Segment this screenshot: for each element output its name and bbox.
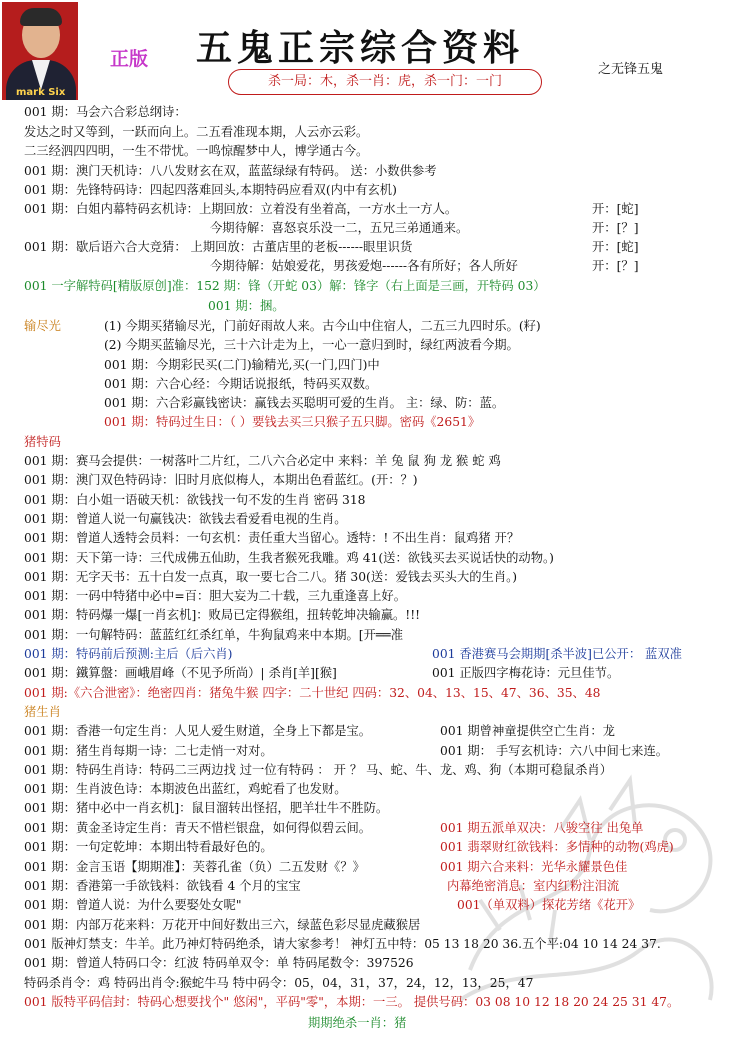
text-line: 001 一字解特码[精版原创]准：152 期：锋（开蛇 03）解：锋字（右上面是三画，开特码 03）	[24, 279, 546, 293]
text-line: 001 期：一码中特猪中必中=百：胆大妄为二十载，三九重逢喜上好。	[24, 589, 406, 603]
text-line: (2) 今期买蓝输尽光，三十六计走为上，一心一意归到时，绿红两波看今期。	[104, 338, 519, 352]
text-line: 001 期五派单双决：八骏空往 出兔单	[440, 821, 644, 835]
text-line: 001 期：今期彩民买(二门)输精光,买(一门,四门)中	[104, 358, 380, 372]
text-line: 001 期：六合彩赢钱密诀：赢钱去买聪明可爱的生肖。 主：绿、防：蓝。	[104, 396, 505, 410]
text-line: 001 期：生肖波色诗：本期波色出蓝红，鸡蛇看了也发财。	[24, 782, 347, 796]
text-line: 今期待解：姑娘爱花，男孩爱炮------各有所好；各人所好	[210, 259, 518, 273]
text-line: 001 期：猪中必中一肖玄机]：鼠目溜转出怪招，肥羊壮牛不胜防。	[24, 801, 389, 815]
text-line: 001 期：猪生肖每期一诗：二七走悄一对对。	[24, 744, 273, 758]
text-line: 今期待解：喜怒哀乐没一二，五兄三弟通通来。	[210, 221, 469, 235]
text-line: 001 期：一句定乾坤：本期出特看最好色的。	[24, 840, 273, 854]
text-line: 001 期：金言玉语【期期准】：芙蓉孔雀（负）二五发财《？》	[24, 860, 365, 874]
text-line: 001 期：六合心经：今期话说报纸，特码买双数。	[104, 377, 378, 391]
text-line: 001 版神灯禁支：牛羊。此乃神灯特码绝杀，请大家参考！ 神灯五中特：05 13 18 20 36.五个平:04 10 14 24 37.	[24, 937, 661, 951]
text-line: 001 期：曾道人说：为什么要娶处女呢"	[24, 898, 242, 912]
text-line: 001 期：马会六合彩总纲诗：	[24, 105, 187, 119]
text-line: 特码杀肖令：鸡 特码出肖令:猴蛇牛马 特中码令：05，04，31，37，24，12，13，25，47	[24, 976, 534, 990]
text-line: 001 期：香港第一手欲钱料：欲钱看 4 个月的宝宝	[24, 879, 301, 893]
text-line: 001 期：捆。	[208, 299, 285, 313]
text-line: 001 期：黄金圣诗定生肖：青天不惜栏银盘，如何得似碧云间。	[24, 821, 372, 835]
text-line: 猪生肖	[24, 705, 61, 719]
page-title: 五鬼正宗综合资料	[196, 27, 525, 69]
text-line: 001（单双料）探花芳绪《花开》	[457, 898, 641, 912]
text-line: 内幕绝密消息：室内红粉注泪流	[447, 879, 620, 893]
photo-caption: mark Six	[16, 87, 66, 98]
text-line: 开：[？]	[592, 221, 639, 235]
text-line: 输尽光	[24, 319, 61, 333]
text-line: 001 期：香港一句定生肖：人见人爱生财道，全身上下都是宝。	[24, 724, 372, 738]
text-line: 001 正版四字梅花诗：元旦佳节。	[432, 666, 620, 680]
text-line: 001 期：曾道人特码口令：红波 特码单双令：单 特码尾数令：397526	[24, 956, 414, 970]
text-line: 001 期：澳门天机诗：八八发财玄在双，蓝蓝绿绿有特码。 送：小数供参考	[24, 164, 437, 178]
text-line: 001 期：白小姐一语破天机：欲钱找一句不发的生肖 密码 318	[24, 493, 366, 507]
text-line: 开：[？]	[592, 259, 639, 273]
text-line: 001 期：无字天书：五十白发一点真，取一要七合二八。猪 30(送：爱钱去买头大的生肖。)	[24, 570, 518, 584]
text-line: 001 期：先锋特码诗：四起四落难回头,本期特码应看双(内中有玄机)	[24, 183, 397, 197]
text-line: 001 期曾神童提供空亡生肖：龙	[440, 724, 615, 738]
text-line: 001 期：澳门双色特码诗：旧时月底似梅人，本期出色看蓝红。(开：？)	[24, 473, 418, 487]
text-line: 001 期：鐵算盤：画峨眉峰（不见予所尚）| 杀肖[羊][猴]	[24, 666, 337, 680]
kill-banner: 杀一局：木，杀一肖：虎，杀一门：一门	[228, 69, 542, 95]
text-line: 001 期：特码过生日：（ ）要钱去买三只猴子五只脚。密码《2651》	[104, 415, 481, 429]
text-line: 001 期：特码生肖诗：特码二三两边找 过一位有特码 ： 开 ？ 马、蛇、牛、龙、鸡、狗（本期可稳鼠杀肖）	[24, 763, 612, 777]
text-line: 001 期六合来料：光华永耀景色佳	[440, 860, 628, 874]
text-line: 001 期：白姐内幕特码玄机诗：上期回放：立着没有坐着高，一方水土一方人。	[24, 202, 458, 216]
text-line: 001 翡翠财红欲钱料：多情种的动物(鸡虎)	[440, 840, 674, 854]
text-line: 发达之时又等到，一跃而向上。二五看准现本期，人云亦云彩。	[24, 125, 369, 139]
text-line: 001 期：特码爆一爆[一肖玄机]：败局已定得猴组，扭转乾坤决输赢。!!!	[24, 608, 421, 622]
text-line: 001 香港赛马会期期[杀半波]已公开： 蓝双准	[432, 647, 682, 661]
text-line: 001 期：曾道人说一句赢钱决：欲钱去看爱看电视的生肖。	[24, 512, 347, 526]
text-line: 001 期：内部万花来料：万花开中间好数出三六，绿蓝色彩尽显虎藏猴居	[24, 918, 421, 932]
text-line: 001 期:《六合泄密》：绝密四肖：猪兔牛猴 四字：二十世纪 四码：32、04、13、15、47、36、35、48	[24, 686, 601, 700]
text-line: 二三经泗四四明，一生不带忧。一鸣惊醒梦中人，博学通古今。	[24, 144, 369, 158]
text-line: 001 期：天下第一诗：三代成佛五仙助，生我者猴死我雕。鸡 41(送：欲钱买去买说话快的动物。)	[24, 551, 554, 565]
author-name: 之无锋五鬼	[598, 62, 664, 77]
text-line: 猪特码	[24, 435, 61, 449]
text-line: 001 期： 手写玄机诗：六八中间七来连。	[440, 744, 669, 758]
text-line: 期期绝杀一肖：猪	[308, 1016, 407, 1030]
edition-label: 正版	[110, 48, 149, 70]
text-line: 001 期：一句解特码：蓝蓝红红杀红单，牛狗鼠鸡来中本期。[开══准	[24, 628, 404, 642]
text-line: 001 期：歇后语六合大竞猜： 上期回放：古董店里的老板------眼里识货	[24, 240, 413, 254]
text-line: 001 版特平码信封：特码心想要找个" 悠闲"，平码"零"，本期：一三。 提供号码：03 08 10 12 18 20 24 25 31 47。	[24, 995, 680, 1009]
text-line: (1) 今期买猪输尽光，门前好雨故人来。古今山中住宿人，二五三九四时乐。(籽)	[104, 319, 541, 333]
text-line: 开：[蛇]	[592, 202, 639, 216]
text-line: 开：[蛇]	[592, 240, 639, 254]
text-line: 001 期：特码前后预测:主后（后六肖)	[24, 647, 233, 661]
text-line: 001 期：赛马会提供：一树落叶二片红，二八六合必定中 来料：羊 兔 鼠 狗 龙 猴 蛇 鸡	[24, 454, 501, 468]
text-line: 001 期：曾道人透特会员料：一句玄机：责任重大当留心。透特：! 不出生肖：鼠鸡猪 开？	[24, 531, 520, 545]
